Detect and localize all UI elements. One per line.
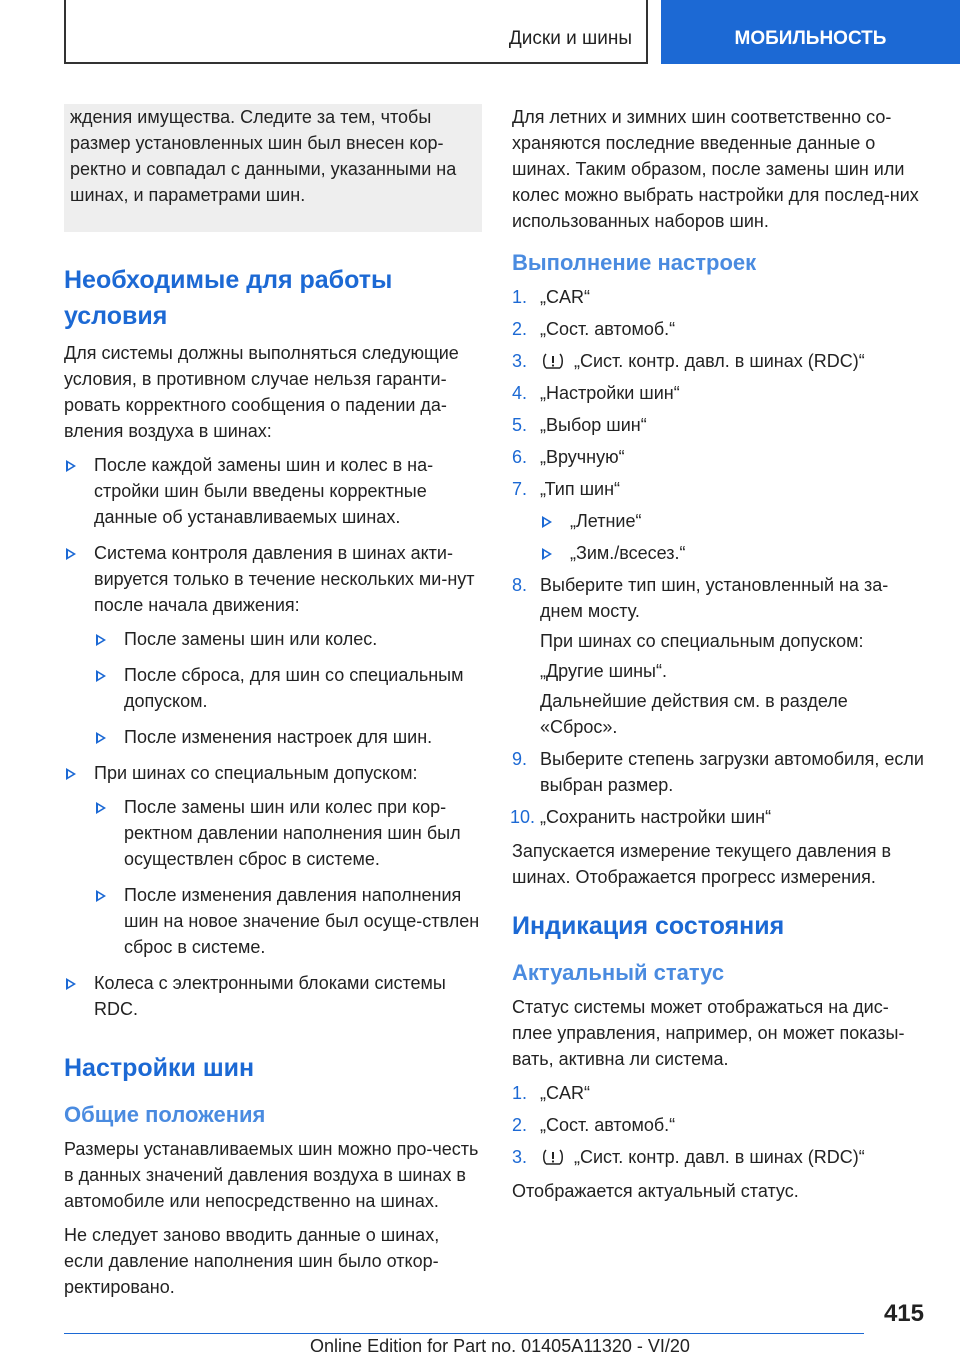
step-item: 4. „Настройки шин“	[512, 383, 680, 403]
step-item: 3. „Сист. контр. давл. в шинах (RDC)“	[512, 351, 865, 371]
triangle-bullet-icon	[96, 732, 106, 744]
paragraph-conditions: Для системы должны выполняться следующие условия, в противном случае нельзя гаранти-ровать корректного сообщения о падении да-вления воздуха в шинах:	[64, 343, 459, 441]
triangle-bullet-icon	[66, 978, 76, 990]
triangle-bullet-icon	[96, 890, 106, 902]
heading-conditions: Необходимые для работы условия	[64, 266, 393, 330]
info-box-text: ждения имущества. Следите за тем, чтобы размер установленных шин был внесен кор-ректно и совпадал с данными, указанными на шинах, и параметрами шин.	[70, 107, 457, 205]
step-note: Дальнейшие действия см. в разделе «Сброс».	[540, 691, 848, 737]
step-item: 2. „Сост. автомоб.“	[512, 319, 676, 339]
step-item: 2. „Сост. автомоб.“	[512, 1115, 676, 1135]
triangle-bullet-icon	[542, 548, 552, 560]
paragraph-status: Статус системы может отображаться на дис-плее управления, например, он может показы-вать, активна ли система.	[512, 997, 905, 1069]
footer-edition: Online Edition for Part no. 01405A11320 - VI/20	[310, 1336, 690, 1356]
sub-list-item: После изменения настроек для шин.	[94, 724, 482, 750]
triangle-bullet-icon	[542, 516, 552, 528]
step-item: 1. „CAR“	[512, 287, 590, 307]
list-item: При шинах со специальным допуском: После замены шин или колес при кор-ректном давлении наполнения шин был осуществлен сброс в системе. После изменения давления наполнения шин на новое значение был осуще-ствлен сброс в системе.	[64, 760, 482, 960]
step-note: „Другие шины“.	[540, 661, 667, 681]
conditions-list	[64, 452, 482, 1022]
step-item: 6. „Вручную“	[512, 447, 625, 467]
sub-list-item: После изменения давления наполнения шин на новое значение был осуще-ствлен сброс в системе.	[94, 882, 482, 960]
info-box	[64, 104, 482, 232]
tire-pressure-warning-icon	[542, 1148, 564, 1166]
step-item: 8. Выберите тип шин, установленный на за-днем мосту. При шинах со специальным допуском: „Другие шины“. Дальнейшие действия см. в разделе «Сброс».	[512, 572, 926, 740]
sub-list-item: После замены шин или колес при кор-ректном давлении наполнения шин был осуществлен сброс в системе.	[94, 794, 482, 872]
step-item: 7. „Тип шин“ „Летние“ „Зим./всесез.“	[512, 476, 926, 566]
status-steps	[512, 1080, 926, 1170]
triangle-bullet-icon	[96, 670, 106, 682]
triangle-bullet-icon	[96, 634, 106, 646]
header-chapter-tab: МОБИЛЬНОСТЬ	[661, 0, 960, 64]
left-column	[64, 104, 482, 1308]
paragraph-general-1: Размеры устанавливаемых шин можно про-честь в данных значений давления воздуха в шинах в автомобиле или непосредственно на шинах.	[64, 1139, 479, 1211]
paragraph-final: Отображается актуальный статус.	[512, 1181, 799, 1201]
list-item: Колеса с электронными блоками системы RDC.	[64, 970, 482, 1022]
header-section-box	[64, 0, 648, 64]
sub-list-item: „Зим./всесез.“	[540, 540, 926, 566]
step-item: 9. Выберите степень загрузки автомобиля, если выбран размер.	[512, 749, 924, 795]
list-item: Система контроля давления в шинах акти-вируется только в течение нескольких ми-нут после начала движения: После замены шин или колес. После сброса, для шин со специальным допуском. После изменения настроек для шин.	[64, 540, 482, 750]
sub-list	[94, 794, 482, 960]
step-item: 3. „Сист. контр. давл. в шинах (RDC)“	[512, 1147, 865, 1167]
header-section-title: Диски и шины	[508, 28, 632, 49]
list-item: После каждой замены шин и колес в на-стройки шин были введены корректные данные об устанавливаемых шинах.	[64, 452, 482, 530]
step-item: 10. „Сохранить настройки шин“	[510, 807, 772, 827]
heading-actual-status: Актуальный статус	[512, 960, 725, 985]
right-column	[512, 104, 926, 1212]
heading-tire-settings: Настройки шин	[64, 1054, 255, 1082]
settings-steps	[512, 284, 926, 830]
tire-pressure-warning-icon	[542, 352, 564, 370]
heading-general: Общие положения	[64, 1102, 266, 1127]
sub-list	[540, 508, 926, 566]
heading-status-display: Индикация состояния	[512, 912, 785, 940]
footer-divider	[64, 1333, 864, 1334]
page-number: 415	[883, 1300, 924, 1327]
sub-list-item: После сброса, для шин со специальным допуском.	[94, 662, 482, 714]
paragraph-top: Для летних и зимних шин соответственно со-храняются последние введенные данные о шинах. Таким образом, после замены шин или колес можно выбрать настройки для послед-них использованных наборов шин.	[512, 107, 919, 231]
triangle-bullet-icon	[66, 768, 76, 780]
step-note: При шинах со специальным допуском:	[540, 631, 864, 651]
sub-list	[94, 626, 482, 750]
step-item: 1. „CAR“	[512, 1083, 590, 1103]
triangle-bullet-icon	[96, 802, 106, 814]
sub-list-item: После замены шин или колес.	[94, 626, 482, 652]
heading-execute-settings: Выполнение настроек	[512, 250, 757, 275]
paragraph-general-2: Не следует заново вводить данные о шинах, если давление наполнения шин было откор-ректировано.	[64, 1225, 440, 1297]
step-item: 5. „Выбор шин“	[512, 415, 647, 435]
sub-list-item: „Летние“	[540, 508, 926, 534]
paragraph-after-steps: Запускается измерение текущего давления в шинах. Отображается прогресс измерения.	[512, 841, 892, 887]
triangle-bullet-icon	[66, 460, 76, 472]
triangle-bullet-icon	[66, 548, 76, 560]
